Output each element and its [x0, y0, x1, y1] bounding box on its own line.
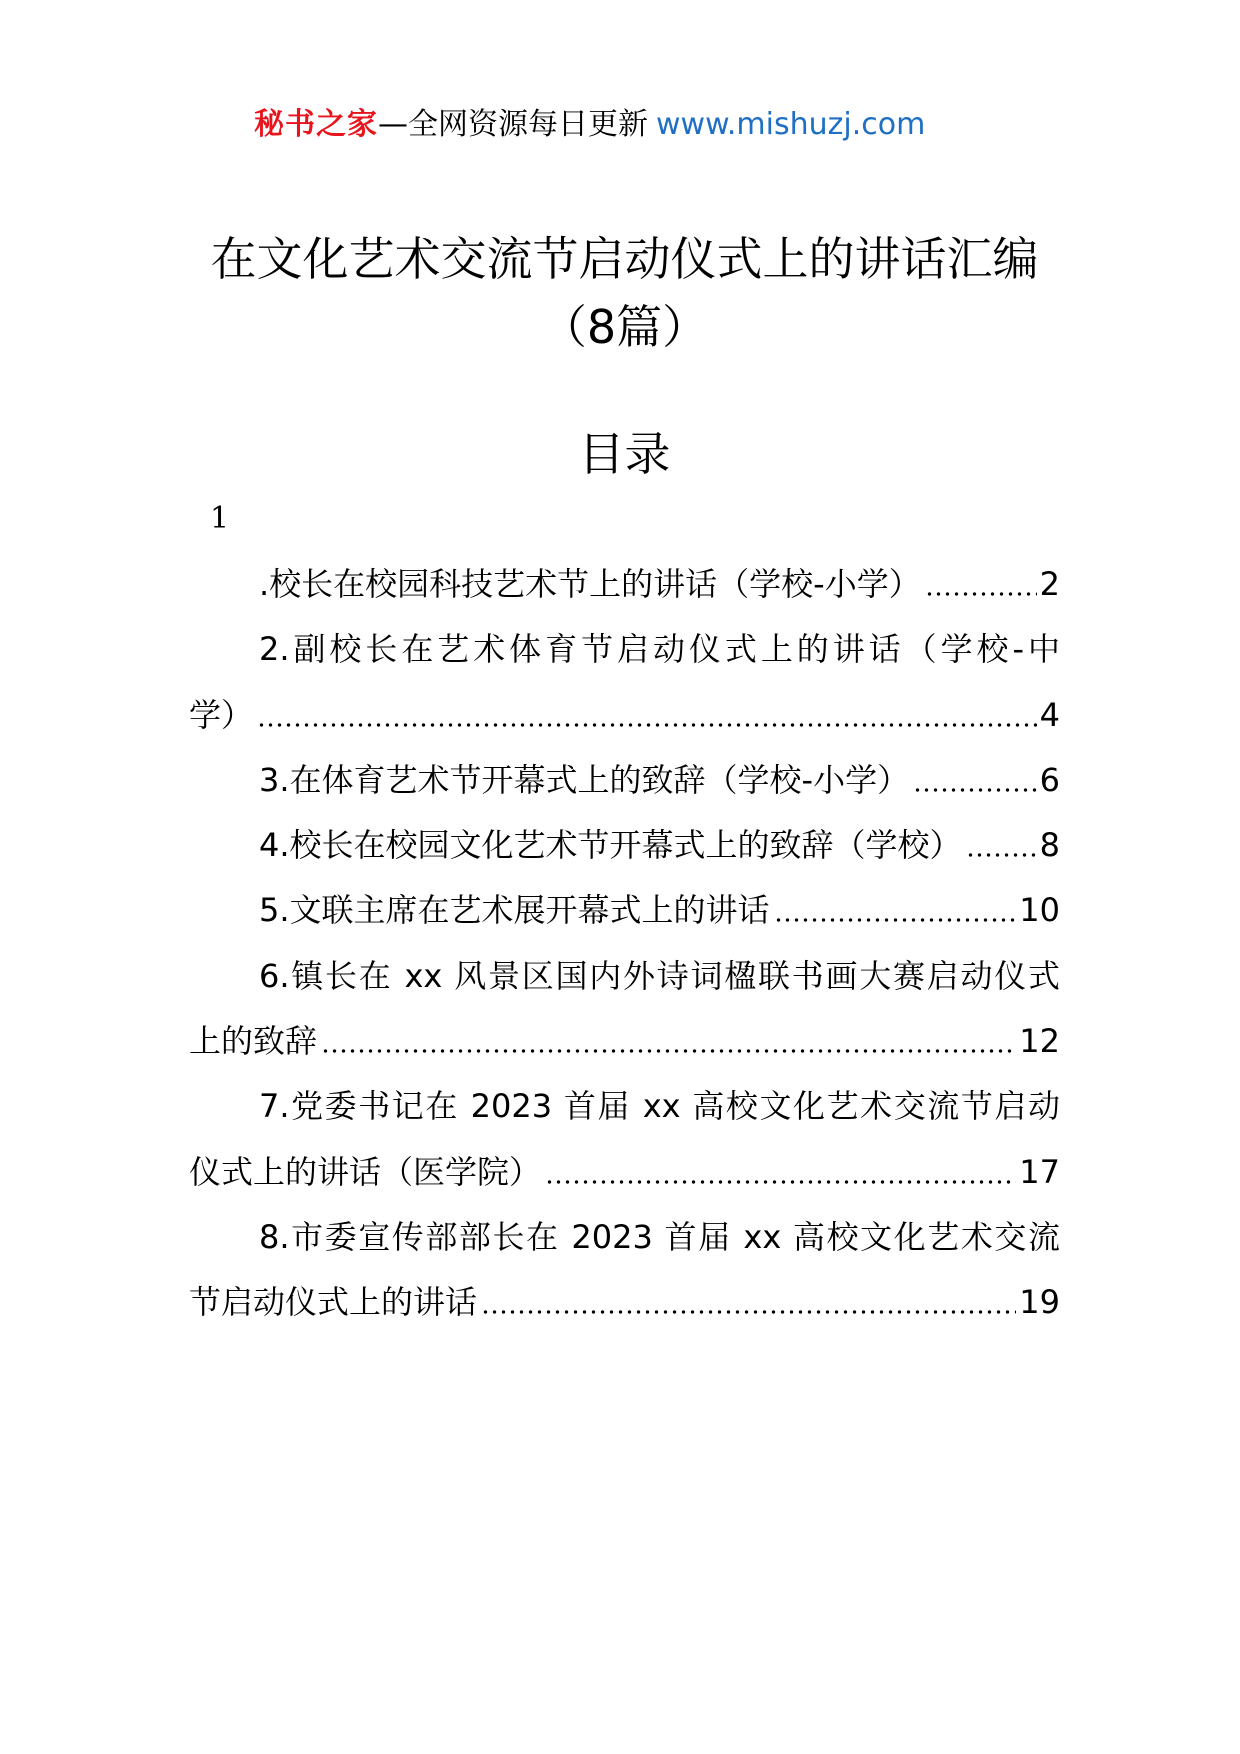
- toc-entry-title-line-1: 7.党委书记在 2023 首届 xx 高校文化艺术交流节启动: [259, 1087, 1060, 1126]
- toc-entry-4[interactable]: [189, 813, 1060, 878]
- site-url-link[interactable]: www.mishuzj.com: [656, 107, 926, 142]
- toc-line: [189, 552, 1060, 617]
- dot-leader: [925, 552, 1037, 617]
- toc-line: [189, 1140, 1060, 1205]
- title-line-1: 在文化艺术交流节启动仪式上的讲话汇编: [210, 232, 1039, 286]
- toc-page-number: 2: [1039, 565, 1060, 603]
- toc-line: [189, 683, 1060, 748]
- dot-leader: [321, 1009, 1016, 1074]
- toc-entry-8[interactable]: [189, 1205, 1060, 1336]
- toc-page-number: 4: [1039, 695, 1060, 734]
- toc-entry-6[interactable]: [189, 944, 1060, 1075]
- toc-entry-title: 5.文联主席在艺术展开幕式上的讲话: [259, 891, 770, 930]
- toc-entry-title-line-2: 上的致辞: [189, 1022, 318, 1061]
- toc-entry-title-line-2: 节启动仪式上的讲话: [189, 1283, 478, 1322]
- toc-entry-title-line-2: 仪式上的讲话（医学院）: [189, 1152, 542, 1191]
- toc-line: [189, 813, 1060, 878]
- toc-page-number: 10: [1019, 891, 1060, 930]
- site-header: [254, 105, 925, 145]
- toc-line: [189, 1270, 1060, 1335]
- toc-line: [189, 878, 1060, 943]
- toc-line: [189, 1009, 1060, 1074]
- toc-page-number: 8: [1039, 826, 1060, 865]
- title-line-2: （8篇）: [540, 300, 709, 354]
- toc-entry-title: 3.在体育艺术节开幕式上的致辞（学校-小学）: [259, 760, 910, 799]
- toc-entry-1[interactable]: [189, 552, 1060, 617]
- toc-entry-title-line-1: 6.镇长在 xx 风景区国内外诗词楹联书画大赛启动仪式: [259, 956, 1060, 995]
- dot-leader: [966, 813, 1037, 878]
- brand-name: 秘书之家: [254, 107, 378, 142]
- dot-leader: [545, 1140, 1016, 1205]
- toc-page-number: 19: [1019, 1283, 1060, 1322]
- dot-leader: [257, 683, 1037, 748]
- dot-leader: [774, 878, 1017, 943]
- toc-entry-5[interactable]: [189, 878, 1060, 943]
- site-tagline: —全网资源每日更新: [378, 107, 648, 142]
- dot-leader: [481, 1270, 1016, 1335]
- toc-entry-title-line-1: 2.副校长在艺术体育节启动仪式上的讲话（学校-中: [259, 630, 1060, 669]
- toc-line: [189, 748, 1060, 813]
- toc-entry-title-line-1: 8.市委宣传部部长在 2023 首届 xx 高校文化艺术交流: [259, 1217, 1060, 1256]
- toc-page-number: 17: [1019, 1152, 1060, 1191]
- toc-page-number: 12: [1019, 1022, 1060, 1061]
- toc-entry-title: .校长在校园科技艺术节上的讲话（学校-小学）: [259, 565, 921, 603]
- table-of-contents: [189, 552, 1060, 1336]
- toc-page-number: 6: [1039, 760, 1060, 799]
- toc-stray-number: 1: [210, 501, 230, 536]
- toc-heading: 目录: [578, 427, 671, 481]
- toc-entry-2[interactable]: [189, 617, 1060, 748]
- toc-entry-title: 4.校长在校园文化艺术节开幕式上的致辞（学校）: [259, 826, 962, 865]
- toc-entry-3[interactable]: [189, 748, 1060, 813]
- toc-entry-title-line-2: 学）: [189, 695, 254, 734]
- dot-leader: [913, 748, 1037, 813]
- toc-entry-7[interactable]: [189, 1074, 1060, 1205]
- document-title: [189, 225, 1060, 361]
